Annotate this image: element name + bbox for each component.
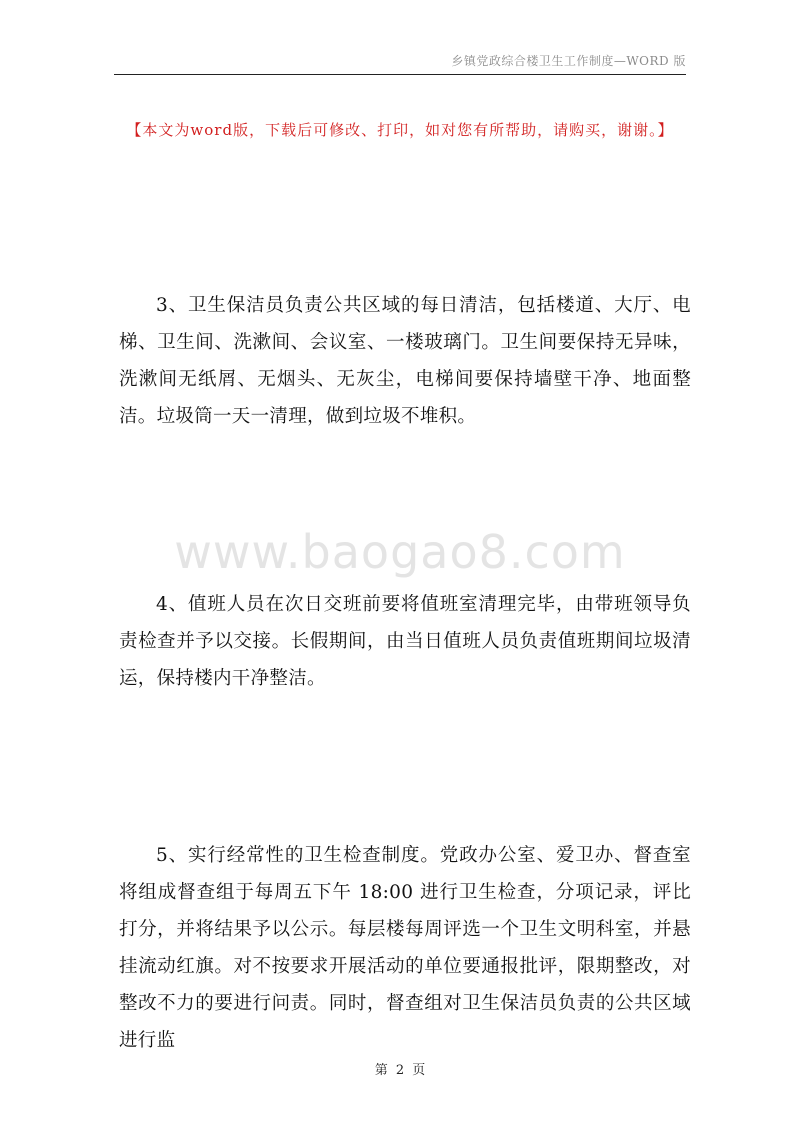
running-header: 乡镇党政综合楼卫生工作制度—WORD 版 — [451, 54, 686, 68]
paragraph-4: 4、值班人员在次日交班前要将值班室清理完毕，由带班领导负责检查并予以交接。长假期间，由当日值班人员负责值班期间垃圾清运，保持楼内干净整洁。 — [119, 594, 691, 689]
paragraph-5: 5、实行经常性的卫生检查制度。党政办公室、爱卫办、督查室将组成督查组于每周五下午 18:00 进行卫生检查，分项记录，评比打分，并将结果予以公示。每层楼每周评选一个卫生文明科室，并悬挂流动红旗。对不按要求开展活动的单位要通报批评，限期整改，对整改不力的要进行问责。同时，督查组对卫生保洁员负责的公共区域进行监 — [119, 845, 691, 1051]
page-number: 第 2 页 — [374, 1063, 426, 1078]
header-divider — [114, 74, 686, 75]
watermark-text: www.baogao8.com — [174, 525, 626, 579]
paragraph-3: 3、卫生保洁员负责公共区域的每日清洁，包括楼道、大厅、电梯、卫生间、洗漱间、会议室、一楼玻璃门。卫生间要保持无异味，洗漱间无纸屑、无烟头、无灰尘，电梯间要保持墙壁干净、地面整洁。垃圾筒一天一清理，做到垃圾不堆积。 — [119, 295, 691, 427]
purchase-notice: 【本文为word版，下载后可修改、打印，如对您有所帮助，请购买，谢谢。】 — [126, 121, 674, 139]
